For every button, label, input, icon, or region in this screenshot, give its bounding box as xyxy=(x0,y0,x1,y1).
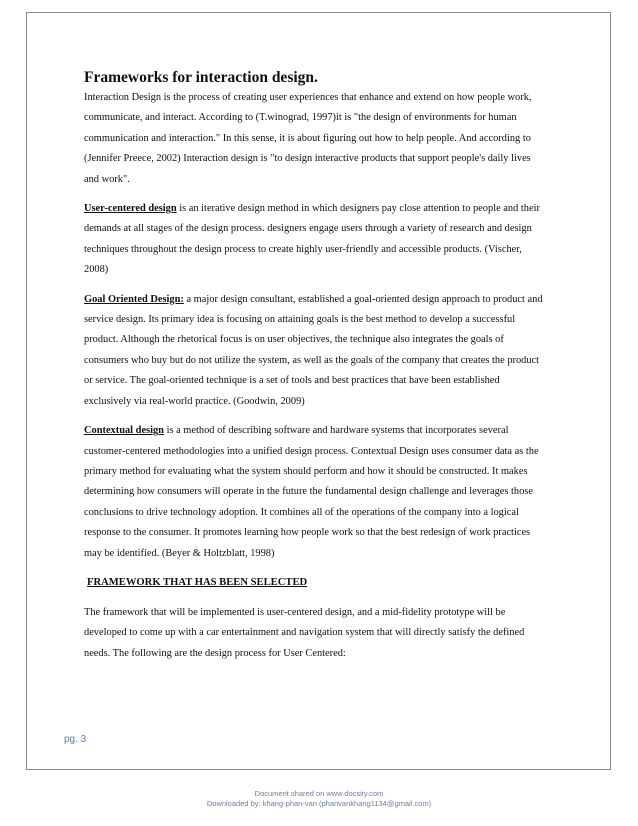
paragraph-text: a major design consultant, established a goal-oriented design approach to product and service design. Its primary idea is focusing on attaining goals is the best method to develop a successful product. Although the rhetorical focus is on user objectives, the technique also integrates the goals of consumers who buy but do not utilize the system, as well as the goals of the company that creates the product or service. The goal-oriented technique is a set of tools and best practices that have been established exclusively via real-world practice. (Goodwin, 2009) xyxy=(84,293,543,407)
paragraph-text: is an iterative design method in which designers pay close attention to people and their demands at all stages of the design process. designers engage users through a variety of research and design techniques throughout the design process to create highly user-friendly and accessible products. (Vischer, 2008) xyxy=(84,203,540,276)
paragraph-interaction-design xyxy=(84,88,544,190)
section-heading: FRAMEWORK THAT HAS BEEN SELECTED xyxy=(87,576,308,588)
page-number: pg. 3 xyxy=(64,734,87,745)
footer-shared-line: Document shared on www.docsity.com xyxy=(254,789,384,798)
term-user-centered-design: User-centered design xyxy=(84,203,177,215)
document-body xyxy=(84,68,544,673)
document-title: Frameworks for interaction design. xyxy=(84,69,318,86)
paragraph-text: The framework that will be implemented is user-centered design, and a mid-fidelity prototype will be developed to come up with a car entertainment and navigation system that will directly satisfy the defined needs. The following are the design process for User Centered: xyxy=(84,606,525,659)
term-contextual-design: Contextual design xyxy=(84,425,164,437)
paragraph-text: is a method of describing software and hardware systems that incorporates several customer-centered methodologies into a unified design process. Contextual Design uses consumer data as the primary method for evaluating what the system should perform and how it should be constructed. It makes determining how consumers will operate in the future the fundamental design challenge and leverages those conclusions to drive technology adoption. It combines all of the operations of the company into a logical response to the consumer. It promotes learning how people work so that the best redesign of work practices may be identified. (Beyer & Holtzblatt, 1998) xyxy=(84,425,539,559)
footer-downloaded-line: Downloaded by: khang-phan-van (phanvankhang1134@gmail.com) xyxy=(206,799,432,808)
paragraph-text: Interaction Design is the process of creating user experiences that enhance and extend on how people work, communicate, and interact. According to (T.winograd, 1997)it is "the design of environments for human communication and interaction." In this sense, it is about figuring out how to help people. And according to (Jennifer Preece, 2002) Interaction design is "to design interactive products that support people's daily lives and work". xyxy=(84,92,532,185)
term-goal-oriented-design: Goal Oriented Design: xyxy=(84,293,184,305)
download-footer xyxy=(0,789,638,809)
paragraph-closing xyxy=(84,603,544,664)
paragraph-goal-oriented-design xyxy=(84,290,544,412)
paragraph-contextual-design xyxy=(84,421,544,564)
paragraph-user-centered-design xyxy=(84,199,544,281)
